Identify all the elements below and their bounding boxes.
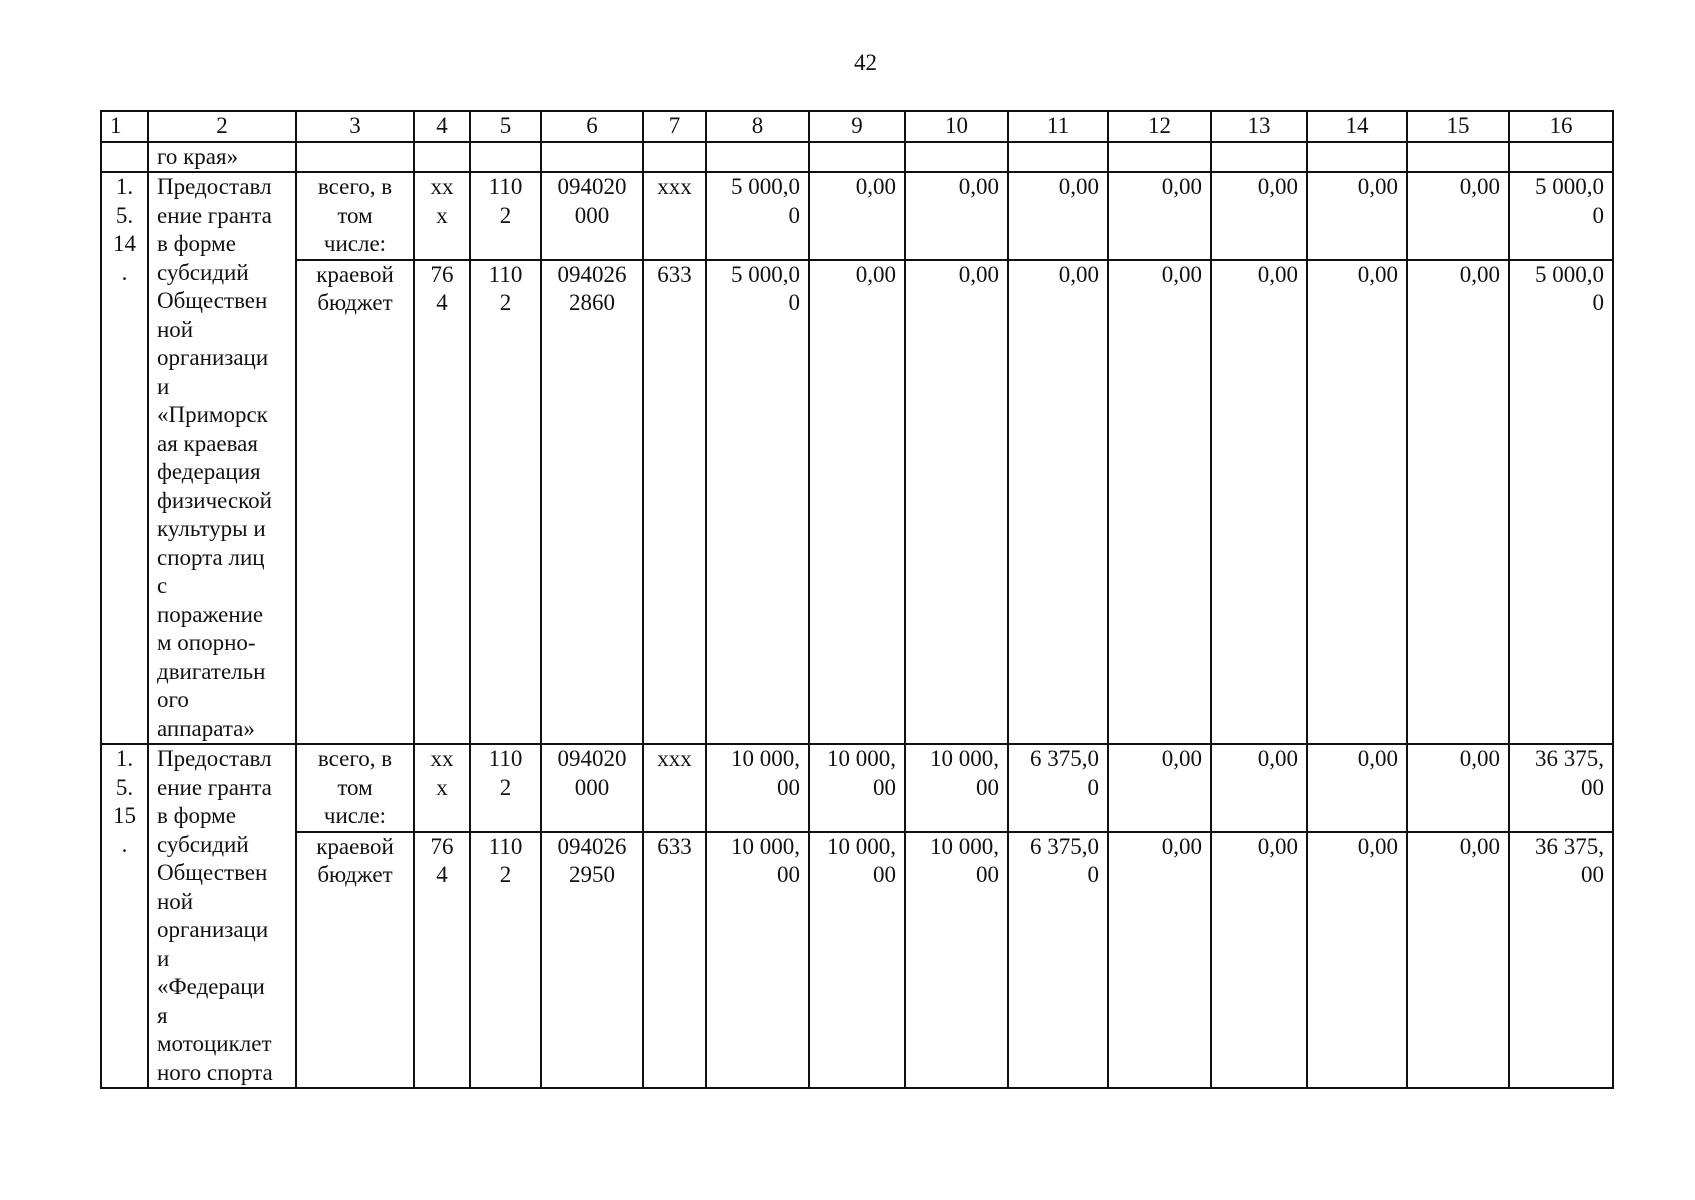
cell-source: всего, в том числе: — [296, 744, 414, 832]
cell-c8: 5 000,0 0 — [706, 260, 809, 744]
cell-c8: 10 000, 00 — [706, 744, 809, 832]
cell-c6: 094026 2950 — [541, 832, 643, 1088]
cell-c7: ххх — [643, 172, 706, 260]
cell-c11: 0,00 — [1008, 260, 1108, 744]
cell-c15: 0,00 — [1407, 260, 1509, 744]
row-description: Предоставл ение гранта в форме субсидий Обществен ной организаци и «Федераци я мотоциклет ного спорта — [148, 744, 296, 1088]
cell-c15: 0,00 — [1407, 172, 1509, 260]
cell-c16: 5 000,0 0 — [1509, 172, 1613, 260]
continuation-text: го края» — [148, 142, 296, 173]
header-cell: 3 — [296, 111, 414, 142]
header-cell: 2 — [148, 111, 296, 142]
cell-source: всего, в том числе: — [296, 172, 414, 260]
budget-table — [100, 110, 1614, 1089]
cell-c16: 36 375, 00 — [1509, 744, 1613, 832]
table-cell — [1509, 142, 1613, 173]
cell-c16: 36 375, 00 — [1509, 832, 1613, 1088]
cell-c6: 094020 000 — [541, 744, 643, 832]
cell-c12: 0,00 — [1108, 832, 1211, 1088]
cell-c7: ххх — [643, 744, 706, 832]
table-cell — [296, 142, 414, 173]
header-cell: 7 — [643, 111, 706, 142]
table-row — [101, 260, 1613, 744]
row-number: 1. 5. 15 . — [101, 744, 148, 1088]
cell-c10: 10 000, 00 — [905, 832, 1008, 1088]
table-cell — [414, 142, 470, 173]
cell-c9: 0,00 — [809, 260, 905, 744]
table-cell — [1108, 142, 1211, 173]
cell-c14: 0,00 — [1307, 260, 1407, 744]
cell-c4: хх х — [414, 172, 470, 260]
table-cell — [541, 142, 643, 173]
cell-c7: 633 — [643, 832, 706, 1088]
cell-c11: 6 375,0 0 — [1008, 832, 1108, 1088]
header-cell: 14 — [1307, 111, 1407, 142]
cell-c11: 0,00 — [1008, 172, 1108, 260]
cell-c14: 0,00 — [1307, 832, 1407, 1088]
cell-c6: 094026 2860 — [541, 260, 643, 744]
row-description: Предоставл ение гранта в форме субсидий Обществен ной организаци и «Приморск ая краевая федерация физической культуры и спорта лиц с поражение м опорно- двигательн ого аппарата» — [148, 172, 296, 744]
cell-c6: 094020 000 — [541, 172, 643, 260]
cell-c13: 0,00 — [1211, 744, 1307, 832]
page-number: 42 — [854, 50, 877, 75]
table-cell — [1407, 142, 1509, 173]
cell-c10: 0,00 — [905, 172, 1008, 260]
cell-c8: 10 000, 00 — [706, 832, 809, 1088]
table-row — [101, 744, 1613, 832]
table-cell — [470, 142, 541, 173]
header-row — [101, 111, 1613, 142]
header-cell: 8 — [706, 111, 809, 142]
header-cell: 6 — [541, 111, 643, 142]
cell-c4: 76 4 — [414, 832, 470, 1088]
cell-c4: хх х — [414, 744, 470, 832]
cell-c13: 0,00 — [1211, 260, 1307, 744]
cell-c5: 110 2 — [470, 744, 541, 832]
continuation-row — [101, 142, 1613, 173]
header-cell: 15 — [1407, 111, 1509, 142]
cell-c12: 0,00 — [1108, 260, 1211, 744]
cell-c11: 6 375,0 0 — [1008, 744, 1108, 832]
cell-c8: 5 000,0 0 — [706, 172, 809, 260]
table-cell — [1211, 142, 1307, 173]
table-cell — [1307, 142, 1407, 173]
cell-c7: 633 — [643, 260, 706, 744]
table-cell — [905, 142, 1008, 173]
cell-c16: 5 000,0 0 — [1509, 260, 1613, 744]
header-cell: 11 — [1008, 111, 1108, 142]
header-cell: 10 — [905, 111, 1008, 142]
cell-c12: 0,00 — [1108, 172, 1211, 260]
header-cell: 4 — [414, 111, 470, 142]
row-number: 1. 5. 14 . — [101, 172, 148, 744]
header-cell: 12 — [1108, 111, 1211, 142]
cell-c14: 0,00 — [1307, 172, 1407, 260]
cell-source: краевой бюджет — [296, 260, 414, 744]
table-row — [101, 832, 1613, 1088]
cell-c5: 110 2 — [470, 832, 541, 1088]
cell-c9: 10 000, 00 — [809, 832, 905, 1088]
table-cell — [706, 142, 809, 173]
header-cell: 16 — [1509, 111, 1613, 142]
cell-c5: 110 2 — [470, 260, 541, 744]
header-cell: 1 — [101, 111, 148, 142]
cell-source: краевой бюджет — [296, 832, 414, 1088]
cell-c9: 0,00 — [809, 172, 905, 260]
table-cell — [101, 142, 148, 173]
cell-c5: 110 2 — [470, 172, 541, 260]
cell-c9: 10 000, 00 — [809, 744, 905, 832]
table-cell — [809, 142, 905, 173]
cell-c10: 10 000, 00 — [905, 744, 1008, 832]
header-cell: 9 — [809, 111, 905, 142]
table-row — [101, 172, 1613, 260]
table-cell — [1008, 142, 1108, 173]
cell-c13: 0,00 — [1211, 172, 1307, 260]
cell-c15: 0,00 — [1407, 832, 1509, 1088]
header-cell: 5 — [470, 111, 541, 142]
cell-c15: 0,00 — [1407, 744, 1509, 832]
cell-c14: 0,00 — [1307, 744, 1407, 832]
cell-c4: 76 4 — [414, 260, 470, 744]
cell-c12: 0,00 — [1108, 744, 1211, 832]
table-cell — [643, 142, 706, 173]
header-cell: 13 — [1211, 111, 1307, 142]
cell-c10: 0,00 — [905, 260, 1008, 744]
cell-c13: 0,00 — [1211, 832, 1307, 1088]
